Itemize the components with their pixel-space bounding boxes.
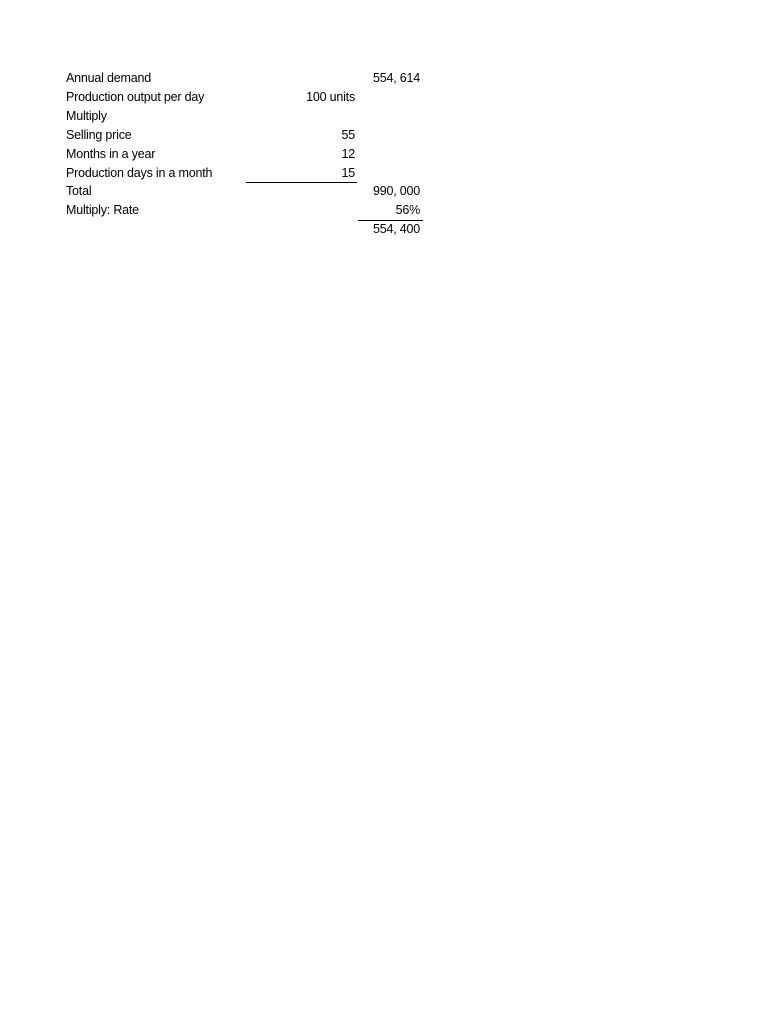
row-result [66,220,426,239]
row-months-in-year [66,145,426,164]
row-total [66,182,426,201]
row-value: 554, 614 [372,71,420,85]
row-production-output [66,88,426,107]
row-label: Multiply [66,109,107,123]
row-subvalue: 12 [341,147,355,161]
row-label: Annual demand [66,71,151,85]
row-value: 554, 400 [372,222,420,236]
row-value: 56% [395,203,420,217]
row-selling-price [66,126,426,145]
row-production-days [66,164,426,183]
row-value: 990, 000 [372,184,420,198]
row-label: Multiply: Rate [66,203,139,217]
row-label: Total [66,184,92,198]
row-multiply-rate [66,201,426,220]
row-multiply [66,107,426,126]
row-subvalue: 15 [341,166,355,180]
row-label: Production output per day [66,90,205,104]
row-label: Months in a year [66,147,156,161]
row-label: Production days in a month [66,166,213,180]
row-subvalue: 55 [341,128,355,142]
row-annual-demand [66,69,426,88]
row-label: Selling price [66,128,132,142]
row-subvalue: 100 units [306,90,355,104]
